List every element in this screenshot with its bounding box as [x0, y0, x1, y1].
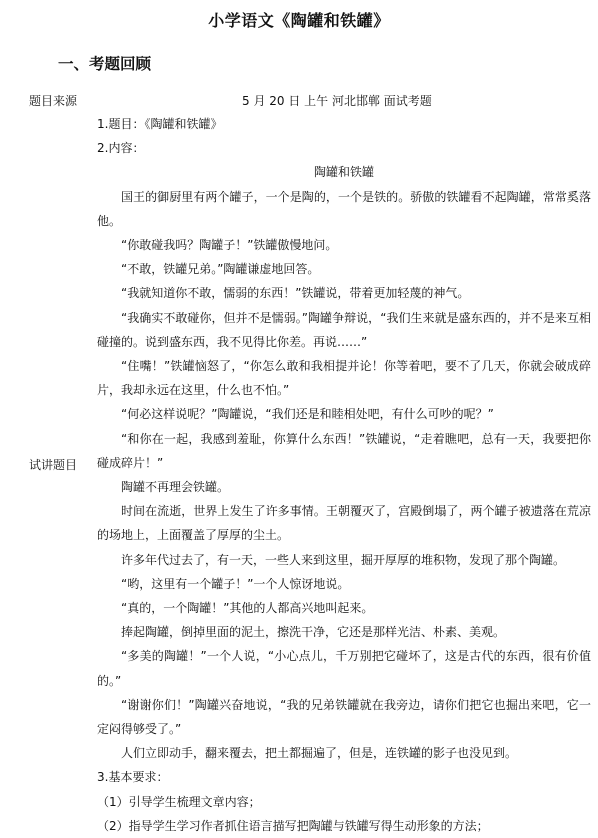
story-paragraph: “我就知道你不敢，懦弱的东西！”铁罐说，带着更加轻蔑的神气。	[121, 286, 470, 301]
content-block	[97, 112, 591, 838]
story-paragraph: 时间在流逝，世界上发生了许多事情。王朝覆灭了，宫殿倒塌了，两个罐子被遗落在荒凉的场地上，上面覆盖了厚厚的尘土。	[97, 504, 591, 543]
story-title: 陶罐和铁罐	[313, 165, 374, 180]
story-body	[97, 185, 591, 766]
story-paragraph: “你敢碰我吗？陶罐子！”铁罐傲慢地问。	[121, 238, 338, 253]
source-value: 5 月 20 日 上午 河北邯郸 面试考题	[242, 94, 432, 108]
topic-label: 试讲题目	[29, 458, 78, 472]
requirement-item: （2）指导学生学习作者抓住语言描写把陶罐与铁罐写得生动形象的方法；	[97, 818, 489, 833]
item-title: 1.题目：《陶罐和铁罐》	[97, 117, 223, 131]
item-requirements-label: 3.基本要求：	[97, 770, 169, 785]
story-paragraph: “多美的陶罐！”一个人说，“小心点儿，千万别把它碰坏了，这是古代的东西，很有价值的。”	[97, 649, 591, 688]
document-title: 小学语文《陶罐和铁罐》	[208, 11, 390, 30]
item-content-label: 2.内容：	[97, 141, 145, 156]
story-paragraph: “真的，一个陶罐！”其他的人都高兴地叫起来。	[121, 601, 374, 616]
story-paragraph: “不敢，铁罐兄弟。”陶罐谦虚地回答。	[121, 262, 320, 277]
story-paragraph: 许多年代过去了，有一天，一些人来到这里，掘开厚厚的堆积物，发现了那个陶罐。	[121, 552, 566, 567]
story-paragraph: 捧起陶罐，倒掉里面的泥土，擦洗干净，它还是那样光洁、朴素、美观。	[121, 625, 506, 640]
section-heading: 一、考题回顾	[58, 55, 152, 73]
requirement-item: （1）引导学生梳理文章内容；	[97, 794, 261, 809]
story-paragraph: 国王的御厨里有两个罐子，一个是陶的，一个是铁的。骄傲的铁罐看不起陶罐，常常奚落他。	[97, 189, 591, 228]
story-paragraph: “住嘴！”铁罐恼怒了，“你怎么敢和我相提并论！你等着吧，要不了几天，你就会破成碎片，我却永远在这里，什么也不怕。”	[97, 359, 591, 398]
story-paragraph: “哟，这里有一个罐子！”一个人惊讶地说。	[121, 576, 350, 591]
story-paragraph: “谢谢你们！”陶罐兴奋地说，“我的兄弟铁罐就在我旁边，请你们把它也掘出来吧，它一定闷得够受了。”	[97, 697, 591, 737]
story-paragraph: “和你在一起，我感到羞耻，你算什么东西！”铁罐说，“走着瞧吧，总有一天，我要把你碰成碎片！”	[97, 431, 591, 470]
story-paragraph: 人们立即动手，翻来覆去，把土都掘遍了，但是，连铁罐的影子也没见到。	[121, 746, 518, 761]
story-paragraph: “何必这样说呢？”陶罐说，“我们还是和睦相处吧，有什么可吵的呢？”	[121, 407, 494, 422]
source-label: 题目来源	[29, 94, 78, 108]
story-paragraph: “我确实不敢碰你，但并不是懦弱。”陶罐争辩说，“我们生来就是盛东西的，并不是来互相碰撞的。说到盛东西，我不见得比你差。再说……”	[97, 310, 591, 349]
story-paragraph: 陶罐不再理会铁罐。	[121, 480, 230, 495]
